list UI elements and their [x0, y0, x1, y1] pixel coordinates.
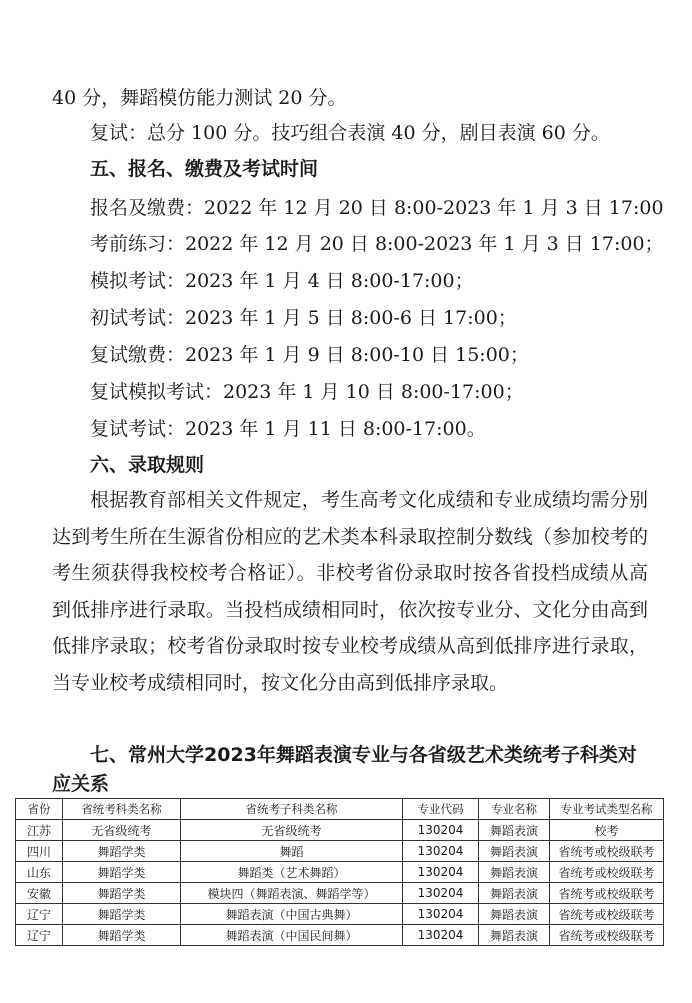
cell-province: 四川 [16, 841, 63, 862]
cell-major-code: 130204 [403, 820, 479, 841]
cell-category: 舞蹈学类 [63, 925, 181, 946]
cell-exam-type: 省统考或校级联考 [550, 862, 664, 883]
cell-subcategory: 舞蹈类（艺术舞蹈） [181, 862, 403, 883]
cell-subcategory: 模块四（舞蹈表演、舞蹈学等） [181, 883, 403, 904]
cell-category: 舞蹈学类 [63, 841, 181, 862]
cell-major-code: 130204 [403, 841, 479, 862]
cell-category: 舞蹈学类 [63, 862, 181, 883]
cell-major-code: 130204 [403, 925, 479, 946]
table-header-row [16, 799, 664, 820]
cell-exam-type: 省统考或校级联考 [550, 904, 664, 925]
cell-subcategory: 舞蹈表演（中国古典舞） [181, 904, 403, 925]
table-row [16, 883, 664, 904]
retest-score-line: 复试：总分 100 分。技巧组合表演 40 分，剧目表演 60 分。 [90, 122, 610, 144]
cell-major-code: 130204 [403, 862, 479, 883]
cell-category: 无省级统考 [63, 820, 181, 841]
cell-exam-type: 省统考或校级联考 [550, 925, 664, 946]
cell-subcategory: 无省级统考 [181, 820, 403, 841]
table-row [16, 841, 664, 862]
section6-heading: 六、录取规则 [90, 454, 205, 476]
section5-heading: 五、报名、缴费及考试时间 [90, 158, 319, 180]
cell-subcategory: 舞蹈表演（中国民间舞） [181, 925, 403, 946]
schedule-item: 复试缴费：2023 年 1 月 9 日 8:00-10 日 15:00； [90, 344, 529, 366]
schedule-item: 初试考试：2023 年 1 月 5 日 8:00-6 日 17:00； [90, 307, 517, 329]
cell-subcategory: 舞蹈 [181, 841, 403, 862]
table-row [16, 862, 664, 883]
header-exam-type: 专业考试类型名称 [550, 799, 664, 820]
header-subcategory: 省统考子科类名称 [181, 799, 403, 820]
schedule-item: 模拟考试：2023 年 1 月 4 日 8:00-17:00； [90, 270, 474, 292]
cell-province: 江苏 [16, 820, 63, 841]
header-category: 省统考科类名称 [63, 799, 181, 820]
cell-province: 安徽 [16, 883, 63, 904]
cell-major-name: 舞蹈表演 [479, 862, 550, 883]
cell-major-name: 舞蹈表演 [479, 841, 550, 862]
cell-major-name: 舞蹈表演 [479, 904, 550, 925]
cell-province: 山东 [16, 862, 63, 883]
cell-major-name: 舞蹈表演 [479, 925, 550, 946]
cell-category: 舞蹈学类 [63, 904, 181, 925]
schedule-item: 复试模拟考试：2023 年 1 月 10 日 8:00-17:00； [90, 381, 524, 403]
cell-major-code: 130204 [403, 883, 479, 904]
section7-heading: 七、常州大学2023年舞蹈表演专业与各省级艺术类统考子科类对应关系 [52, 744, 637, 795]
cell-exam-type: 省统考或校级联考 [550, 841, 664, 862]
cell-major-name: 舞蹈表演 [479, 820, 550, 841]
correspondence-table [15, 798, 664, 946]
schedule-item: 考前练习：2022 年 12 月 20 日 8:00-2023 年 1 月 3 日 17:00； [90, 233, 664, 255]
cell-province: 辽宁 [16, 904, 63, 925]
cell-province: 辽宁 [16, 925, 63, 946]
header-major-code: 专业代码 [403, 799, 479, 820]
header-province: 省份 [16, 799, 63, 820]
admission-rules-paragraph: 根据教育部相关文件规定，考生高考文化成绩和专业成绩均需分别达到考生所在生源省份相应的艺术类本科录取控制分数线（参加校考的考生须获得我校校考合格证）。非校考省份录取时按各省投档成绩从高到低排序进行录取。当投档成绩相同时，依次按专业分、文化分由高到低排序录取；校考省份录取时按专业校考成绩从高到低排序进行录取，当专业校考成绩相同时，按文化分由高到低排序录取。 [52, 489, 648, 694]
cell-exam-type: 校考 [550, 820, 664, 841]
cell-major-name: 舞蹈表演 [479, 883, 550, 904]
cell-category: 舞蹈学类 [63, 883, 181, 904]
table-row [16, 820, 664, 841]
table-row [16, 904, 664, 925]
header-major-name: 专业名称 [479, 799, 550, 820]
schedule-item: 复试考试：2023 年 1 月 11 日 8:00-17:00。 [90, 418, 486, 440]
cell-major-code: 130204 [403, 904, 479, 925]
table-row [16, 925, 664, 946]
intro-line: 40 分，舞蹈模仿能力测试 20 分。 [52, 87, 347, 109]
schedule-item: 报名及缴费：2022 年 12 月 20 日 8:00-2023 年 1 月 3 日 17:00 [90, 197, 664, 219]
cell-exam-type: 省统考或校级联考 [550, 883, 664, 904]
